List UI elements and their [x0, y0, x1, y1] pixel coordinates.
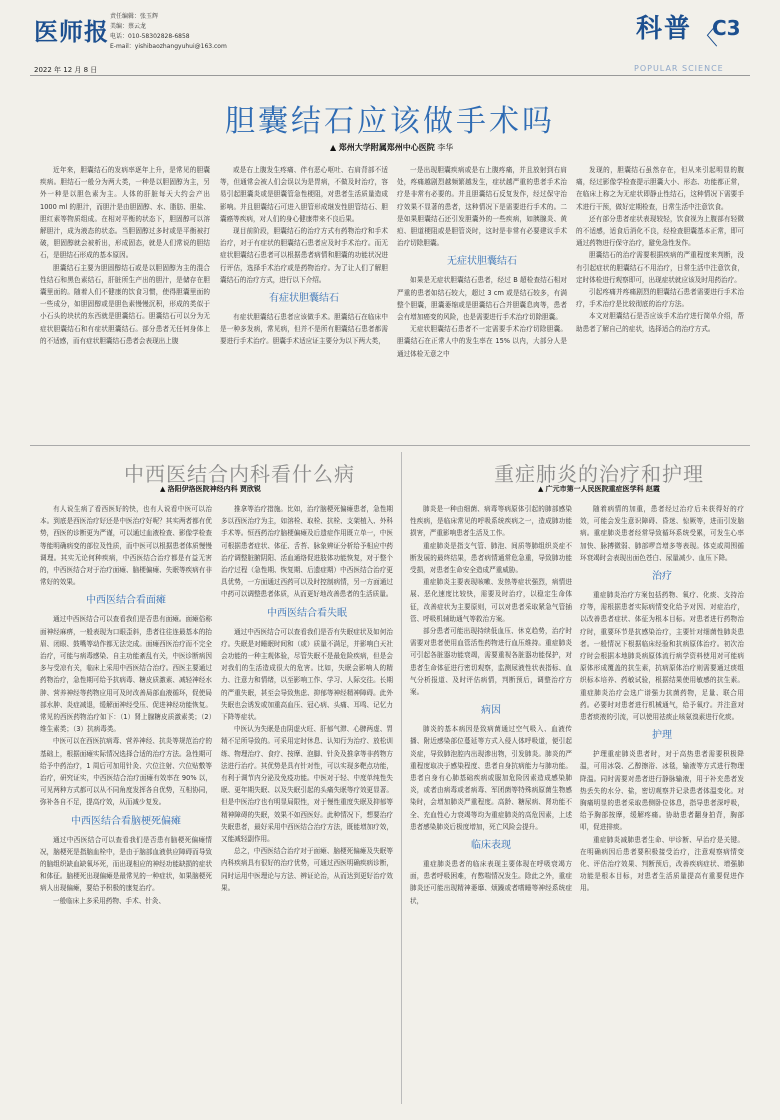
article2-title: 中西医结合内科看什么病: [124, 462, 355, 486]
paragraph: 护理重症肺炎患者时，对于高热患者需要积极降温，可用冰袋、乙醇擦浴、冰毯，输液等方式进行物理降温。同时需要对患者进行静脉输液，用于补充患者发热丢失的水分、盐，密切观察并记录患者体温变化。对胸痛明显的患者采取患侧卧位体息，指导患者深呼吸，给予胸部按摩，缓解疼痛。协助患者翻身拍背，胸部叩，促进排痰。: [580, 750, 744, 832]
subheading: 中西医结合看失眠: [267, 607, 347, 619]
paragraph: 或是右上腹发生疼痛、伴有恶心呕吐、右肩背部不适等，但通常会被人们会误以为是胃病，不做及时治疗，容易引起胆囊炎或是胆囊管急性梗阻，对患者生活质量造成影响。并且胆囊结石可进入胆管形成继发性胆管结石、胆囊癌等疾病，对人们的身心健康带来不良后果。: [220, 166, 388, 223]
editor-info: [110, 12, 227, 52]
byline-org: 郑州大学附属郑州中心医院: [338, 143, 435, 152]
page-number: C3: [712, 16, 741, 40]
byline-author: 赵霞: [645, 485, 660, 493]
paragraph: 现目前阶段，胆囊结石的治疗方式有药物治疗和手术治疗，对于有症状的胆囊结石患者应及时手术治疗。而无症状胆囊结石患者可以根据患者病情和胆囊的功能状况进行评估，选择手术治疗或是药物治疗。为了让人们了解胆囊结石的治疗方式，进行以下介绍。: [220, 227, 388, 284]
newspaper-logo: 医师报: [34, 17, 109, 46]
paragraph: 发现的，胆囊结石虽然存在，但从来引起明显的腹痛，经过影像学检查提示胆囊大小、形态、功能都正常，在临床上称之为无症状即静止性结石，这种情况下需要手术进行干预，做好定期检查，日常生活中注意饮食。: [576, 166, 744, 211]
paragraph: 通过中西医结合可以查看我们是否有失眠症状及如何治疗。失眠是对睡眠时间和（或）质量不满足，并影响白天社会功能的一种主观体验，尽管失眠不是最危险疾病，但是会对我们的生活造成很大的危害。比如，失眠会影响人的精力、注意力和情绪，以至影响工作、学习、人际交往。长期的严重失眠，甚至会导致焦虑、抑郁等神经精神障碍。此外失眠也会诱发或加重高血压、冠心病、头痛、耳鸣、记忆力下降等症状。: [221, 627, 393, 722]
paragraph: 一是出现胆囊疾病或是右上腹疼痛，并且放射到右肩处，疼痛越剧烈越频繁越发生，症状越严重的患者手术治疗是非常有必要的。并且胆囊结石反复发作，经过保守治疗效果不显著的患者，这种情况下是需要进行手术的。二是如果胆囊结石还引发胆囊外的一些疾病，如胰腺炎、黄疸、胆道梗阻或是胆管炎时，这时是非常有必要建议手术治疗切除胆囊。: [397, 166, 567, 248]
triangle-icon: ▲: [330, 143, 337, 152]
paragraph: 通过中西医结合可以查看我们是否患有脑梗死偏瘫情况，脑梗死是指脑血栓中，是由于脑部血液供应障碍而导致的脑组织缺血缺氧坏死，而出现相应的神经功能缺损的症状和体征。脑梗死出现偏瘫是最常见的一种症状，如果脑梗死病人出现偏瘫，要给予积极的康复治疗。: [40, 835, 212, 893]
paragraph: 一般临床上多采用药物、手术、针灸、: [53, 896, 166, 905]
paragraph: 肺炎的基本病因是致病菌通过空气吸入、血液传播、附近感染部位蔓延等方式入侵人体呼吸道，便引起炎症，导致肺泡腔内出现渗出物，引发肺炎。肺炎的严重程度取决于感染程度、患者自身抗病能力与肺功能。患者自身有心肺基础疾病或服加危险因素造成感染肺炎，或者由病毒或者病毒、军团菌等特殊病原菌生物感染时，会增加肺炎严重程度。高龄、糖尿病、肾功能不全、充血性心力衰竭等均为重症肺炎的高危因素，上述患者感染肺炎后极度增加，死亡风险会提升。: [410, 725, 572, 831]
bracket-icon: 〈: [694, 22, 718, 50]
article3-column-1: [410, 503, 572, 1103]
paragraph: 本文对胆囊结石是否应该手术治疗进行简单介绍，帮助患者了解自己的症状，选择适合的治疗方式。: [576, 312, 744, 333]
paragraph: 中医可以在西医抗病毒、营养神经、抗炎等规范治疗的基础上，根据面瘫实际情况选择合适的治疗方法。急性期可给予中药治疗，1 周后可加用针灸、穴位注射、穴位贴敷等治疗，研究证实，中西医结合治疗面瘫有效率在 90% 以，可见两种方式都可以从不同角度发挥各自优势，互相协同，弥补各自不足，提高疗效，从而减少复发。: [40, 737, 212, 807]
section-divider: [30, 445, 750, 446]
paragraph: 还有部分患者症状表现较轻，饮食视为上腹部有轻微的不适感，适食后消化不良，经检查胆囊基本正常，即可通过药物进行保守治疗，避免急性发作。: [576, 214, 744, 248]
subheading: 中西医结合看脑梗死偏瘫: [71, 815, 181, 827]
article3-title: 重症肺炎的治疗和护理: [494, 462, 704, 486]
paragraph: 重症肺炎是指支气管、肺泡、间质等肺组织炎症不断发展的最终结果，患者病情通常危急重，导致肺功能受损，对患者生命安全造成严重威胁。: [410, 541, 572, 575]
paragraph: 推拿等治疗措施。比如，治疗脑梗死偏瘫患者，急性期多以西医治疗为主，如溶栓、取栓、抗栓、支架植入、外科手术等。恒西药治疗脑梗偏瘫及后遗症作用既立单一，中医可根据患者症状、体征、舌苔、脉象辨证分析给予相应中药治疗调整脏腑阴阳、活血通络促进肢体功能恢复，对于整个治疗过程（急性期、恢复期、后遗症期）中西医结合治疗更具优势，一方面通过西药可以及时控制病情，另一方面通过中药可以调整患者体质，从而更好地改善患者的生活质量。: [221, 505, 393, 599]
editor-info-line: 美编：蔡云龙: [110, 23, 147, 30]
paragraph: 重症肺炎患者的临床表现主要体现在呼吸衰竭方面，患者呼吸困难，有憋喘情况发生。除此之外，重症肺炎还可能出现精神萎靡、烦躁或者嗜睡等神经系统症状，: [410, 860, 572, 905]
section-title: 科普: [636, 14, 693, 44]
triangle-icon: ▲: [160, 485, 166, 493]
column-rule: [401, 452, 402, 1104]
subheading: 病因: [481, 705, 501, 717]
paragraph: 肺炎是一种由细菌、病毒等病原体引起的肺部感染性疾病，是临床常见的呼吸系统疾病之一，造成肺功能损害，严重影响患者生活及工作。: [410, 505, 572, 538]
paragraph: 近年来，胆囊结石的发病率逐年上升，是常见的胆囊疾病。胆结石一般分为两大类，一种是以胆固醇为主，另外一种是以胆色素为主。人体的肝脏每天大约会产出 1000 ml 的胆汁，而胆汁是由胆固醇、水、脂肪、胆盐、胆红素等物质组成。在相对平衡的状态下，胆固醇可以溶解胆汁，成为液态的状态。当胆固醇过多时或是平衡被打破，胆固醇就会被析出，形成固态，就是人们常说的胆结石，是胆结石形成的基本原因。: [40, 166, 210, 260]
paragraph: 重症肺炎主要表现咳嗽、发热等症状强烈，病情进展、恶化速度比较快，需要及时治疗，以稳定生命体征，改善症状为主要原则，可以对患者采取紧急气管插管、呼吸机辅助通气等救治方案。: [410, 578, 572, 623]
paragraph: 总之，中西医结合治疗对于面瘫、脑梗死偏瘫及失眠等内科疾病具有很好的治疗优势，可通过西医明确疾病诊断，同时运用中医理论与方法、辨证论治，从而达到更好治疗效果。: [221, 847, 393, 892]
subheading: 治疗: [652, 571, 672, 583]
paragraph: 如果是无症状胆囊结石患者，经过 B 超检查结石相对严重的患者如结石较大，超过 3 cm 或是结石较多，有满整个胆囊，胆囊萎缩或是胆囊结石合并胆囊息肉等，患者会有增加癌变的风险，也是需要进行手术治疗切除胆囊。: [397, 276, 567, 322]
header-rule: [30, 75, 750, 76]
paragraph: 随着病情的加重，患者经过治疗后未获得好的疗效，可能会发生意识障碍、昏迷、惊厥等，进而引发脑病。重症肺炎患者经常导致循环系统受累，可发生心率加快、脉搏微弱、肺部啰音增多等表现。体克或周围循环衰竭时会表现出面色苍白、尿量减少、血压下降。: [580, 505, 744, 562]
editor-info-line: 责任编辑：张玉辉: [110, 13, 159, 20]
paragraph: 胆囊结石主要为胆固醇结石或是以胆固醇为主的混合性结石和黑色素结石，肝脏所生产出的胆汁，是储存在胆囊里面的。随着人们不健康的饮食习惯，使得胆囊里面的一些成分，如胆固醇或是胆色素慢慢沉积，形成的类似于小石头的块状的东西就是胆囊结石。胆囊结石可以分为无症状胆囊结石和有症状胆囊结石。部分患者无任何身体上的不适感，而有症状胆囊结石患者会表现出上腹: [40, 263, 210, 345]
section-subtitle: POPULAR SCIENCE: [634, 64, 724, 73]
editor-info-line: 电话：010-58302828-6858: [110, 33, 190, 40]
editor-info-line: E-mail：yishibaozhangyuhui@163.com: [110, 43, 227, 50]
article1-byline: [330, 142, 453, 153]
paragraph: 无症状胆囊结石患者不一定需要手术治疗切除胆囊。胆囊结石在正常人中的发生率在 15% 以内，大部分人是通过体检无意之中: [397, 325, 567, 358]
subheading: 有症状胆囊结石: [269, 293, 339, 305]
subheading: 临床表现: [471, 840, 511, 852]
article1-column-4: [576, 164, 744, 436]
article1-column-1: [40, 164, 210, 436]
subheading: 中西医结合看面瘫: [86, 595, 166, 607]
subheading: 无症状胆囊结石: [447, 256, 517, 268]
article3-byline: [538, 484, 660, 494]
paragraph: 重症肺炎治疗方案包括药物、氧疗、化痰、支持治疗等，需根据患者实际病情变化给予对因、对症治疗，以改善患者症状、体征为根本目标。对患者进行药物治疗时，重要环节是抗感染治疗，主要针对细菌性肺炎患者。一般情况下根据临床经验和抗病原体治疗。初次治疗时会根据本地肺炎病原体流行病学资料使用对可能病原体形成覆盖的抗生素，抗病原体治疗则需要通过痰组织标本培养、药敏试验，根据结果使用敏感的抗生素。重症肺炎治疗会选广谱强力抗菌药物，足量、联合用药。必要时对患者进行机械通气，给予氧疗。并注意对患者痰液的引流，可以使用祛痰止咳氨溴素进行化痰。: [580, 591, 744, 722]
paragraph: 通过中西医结合可以查看我们是否患有面瘫。面瘫俗称面神经麻痹，一般表现为口眼歪斜，患者往往连最基本的抬眉、闭眼、鼓嘴等动作都无法完成。面瘫西医治疗而不完全治疗，可能与病毒感染、自主功能紊乱有关，中医诊断病因多与受凉有关，临床上采用中西医结合治疗。西医主要通过药物治疗，急性期可给予抗病毒、糖皮质激素、减轻神经水肿、营养神经等药物应用可及时改善局部血液循环，促使局部水肿、炎症减退，缓解面神经受压、促进神经功能恢复。常见的西医药物治疗如下：（1）肾上腺糖皮质激素类；（2）维生素类；（3）抗病毒类。: [40, 615, 212, 734]
article2-column-2: [221, 503, 393, 1103]
article2-column-1: [40, 503, 212, 1103]
paragraph: 有症状胆囊结石患者应该做手术。胆囊结石在临床中是一种多发病，常见病，但并不是所有胆囊结石患者都需要进行手术治疗。胆囊手术适应证主要分为以下两大类，: [220, 313, 388, 346]
article2-byline: [160, 484, 261, 494]
article1-column-3: [397, 164, 567, 436]
subheading: 护理: [652, 730, 672, 742]
paragraph: 胆囊结石的治疗需要根据疾病的严重程度来判断，没有引起症状的胆囊结石不用治疗，日常生活中注意饮食，定时体检进行观察即可，出现症状就应该及时用药治疗。: [576, 251, 744, 284]
paragraph: 重症肺炎减肺患者生命、甲诊断、早治疗是关键。在明确病因后患者要积极接受治疗，注意观察病情变化、评估治疗效果、判断预后，改善疾病症状、增强肺功能是根本目标，对患者生活质量提高有重要促进作用。: [580, 835, 744, 893]
paragraph: 引起疼痛并疼痛剧烈的胆囊结石患者需要进行手术治疗，手术治疗是比较彻底的治疗方法。: [576, 288, 744, 309]
triangle-icon: ▲: [538, 485, 544, 493]
byline-org: 洛阳伊洛医院神经内科: [167, 485, 238, 493]
byline-author: 李华: [437, 143, 454, 152]
paragraph: 有人说生病了看西医好的快，也有人说看中医可以治本。到底是西医治疗好还是中医治疗好呢？其实两者都有优势，西医的诊断更为严谨，可以通过血液检查、影像学检查等能明确病变的部位及性质，而中医可以根据患者体质慢慢调理。其实无论何种疾病，中西医结合治疗都是有益无害的，中西医结合对于治疗面瘫、脑梗偏瘫、失眠等疾病有非常好的效果。: [40, 505, 212, 587]
issue-date: 2022 年 12 月 8 日: [34, 66, 98, 74]
byline-org: 广元市第一人民医院重症医学科: [545, 485, 644, 493]
paragraph: 部分患者可能出现持续低血压、休克趋势，治疗时需要对患者使用血管活性药物进行血压维持。重症肺炎可引起各脏器功能衰竭，需要重视各脏器功能保护，对患者生命体征进行密切观察，监测尿液性状表指标、血气分析报道、及时评估病情，判断预后，调整治疗方案。: [410, 627, 572, 697]
article3-column-2: [580, 503, 744, 1103]
paragraph: 中医认为失眠是由阴虚火旺、肝郁气滞、心脾两虚、胃精不足所导致的。可采用定时休息、认知行为治疗、放松训练、物理治疗、食疗、按摩、泡脚、针灸及推拿等非药物方法进行治疗。其优势是具有针对性，可以实现多靶点功能，有利于调节内分泌及免疫功能。中医对于轻、中度单纯性失眠、更年期失眠、以及失眠引起的头痛失眠等疗效更显著。但是中医治疗也有明显局限性，对于慢性重度失眠及抑郁等精神障碍的失眠，效果不如西医好。此种情况下，想要治疗失眠患者，最好采用中西医结合治疗方法，既能增加疗效，又能减轻副作用。: [221, 725, 393, 844]
article1-column-2: [220, 164, 388, 436]
byline-author: 贾欣锐: [239, 485, 261, 493]
article1-title: 胆囊结石应该做手术吗: [225, 104, 555, 139]
